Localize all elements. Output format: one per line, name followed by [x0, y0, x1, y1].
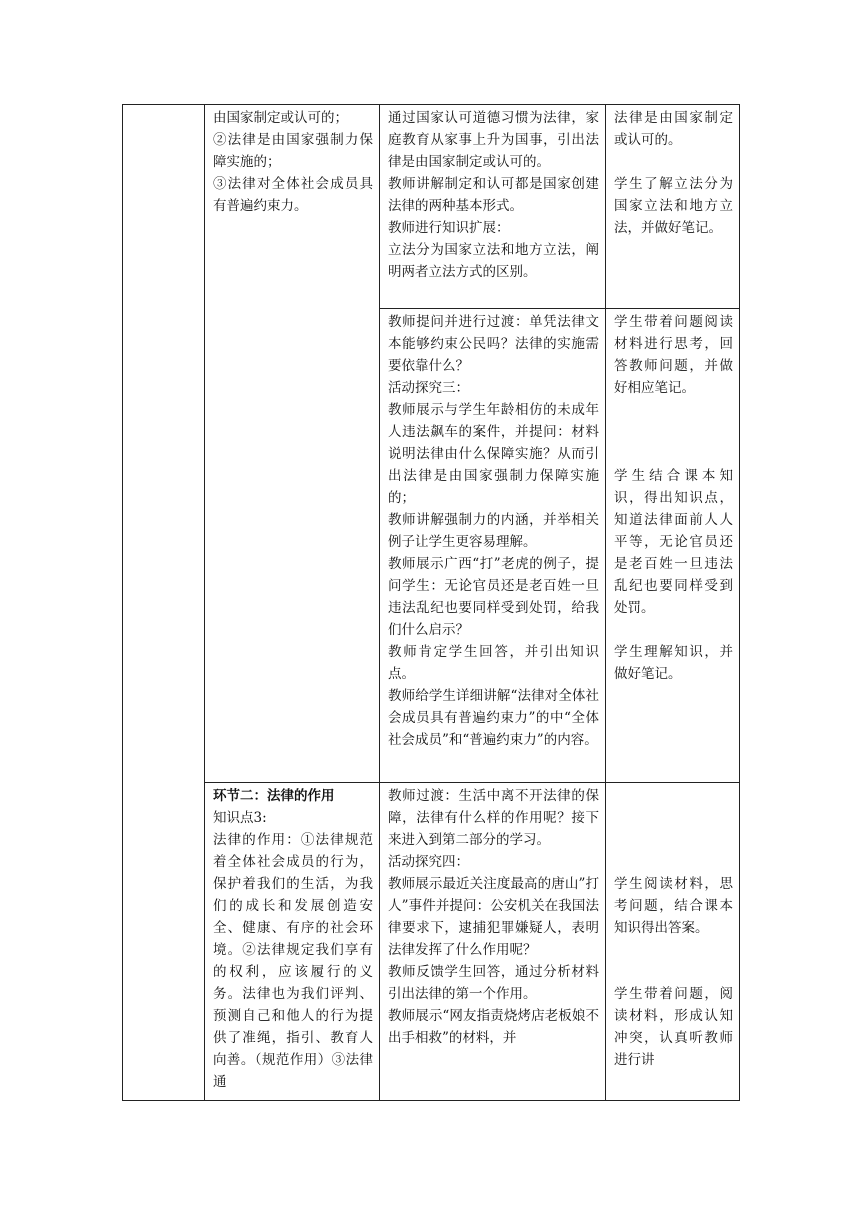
teacher-activity-cell: [380, 105, 606, 309]
teacher-activity-cell: [380, 309, 606, 783]
student-text: 法律是由国家制定或认可的。: [614, 110, 733, 148]
teacher-text: 教师讲解强制力的内涵，并举相关例子让学生更容易理解。: [388, 512, 599, 550]
teacher-text: 活动探究四：: [388, 854, 469, 870]
content-cell: [205, 105, 380, 783]
student-activity-cell: [606, 783, 740, 1101]
content-text: 法律的作用：①法律规范着全体社会成员的行为，保护着我们的生活，为我们的成长和发展创造安全、健康、有序的社会环境。②法律规定我们享有的权利，应该履行的义务。法律也为我们评判、预测自己和他人的行为提供了准绳，指引、教育人向善。（规范作用）③法律通: [213, 832, 373, 1090]
student-text: 学生阅读材料，思考问题，结合课本知识得出答案。: [614, 876, 733, 936]
teacher-text: 教师展示“网友指责烧烤店老板娘不出手相救”的材料，并: [388, 1008, 599, 1046]
stage-column-cell: [123, 105, 205, 1101]
teacher-text: 立法分为国家立法和地方立法，阐明两者立法方式的区别。: [388, 242, 599, 280]
content-text: ③法律对全体社会成员具有普遍约束力。: [213, 176, 373, 214]
student-text: 学生结合课本知识，得出知识点，知道法律面前人人平等，无论官员还是老百姓一旦违法乱纪也要同样受到处罚。: [614, 468, 733, 616]
teacher-text: 教师展示广西“打”老虎的例子，提问学生：无论官员还是老百姓一旦违法乱纪也要同样受到处罚，给我们什么启示？: [388, 556, 599, 638]
student-text: 学生了解立法分为国家立法和地方立法，并做好笔记。: [614, 176, 733, 236]
teacher-text: 教师过渡：生活中离不开法律的保障，法律有什么样的作用呢？接下来进入到第二部分的学习。: [388, 788, 599, 848]
student-activity-cell: [606, 309, 740, 783]
teacher-text: 通过国家认可道德习惯为法律，家庭教育从家事上升为国事，引出法律是由国家制定或认可的。: [388, 110, 599, 170]
teacher-text: 教师反馈学生回答，通过分析材料引出法律的第一个作用。: [388, 964, 599, 1002]
teacher-text: 活动探究三：: [388, 380, 469, 396]
section-heading: 环节二：法律的作用: [213, 788, 335, 804]
student-text: 学生理解知识，并做好笔记。: [614, 644, 733, 682]
student-text: 学生带着问题阅读材料进行思考，回答教师问题，并做好相应笔记。: [614, 314, 733, 396]
student-activity-cell: [606, 105, 740, 309]
lesson-plan-table: [122, 104, 740, 1101]
teacher-text: 教师给学生详细讲解“法律对全体社会成员具有普遍约束力”的中“全体社会成员”和“普遍约束力”的内容。: [388, 688, 599, 748]
content-text: ②法律是由国家强制力保障实施的；: [213, 132, 373, 170]
content-text: 知识点3:: [213, 810, 267, 826]
teacher-text: 教师肯定学生回答，并引出知识点。: [388, 644, 599, 682]
teacher-activity-cell: [380, 783, 606, 1101]
table-row: [123, 783, 740, 1101]
teacher-text: 教师展示最近关注度最高的唐山”打人”事件并提问：公安机关在我国法律要求下，逮捕犯罪嫌疑人，表明法律发挥了什么作用呢？: [388, 876, 599, 958]
teacher-text: 教师展示与学生年龄相仿的未成年人违法飙车的案件，并提问：材料说明法律由什么保障实施？从而引出法律是由国家强制力保障实施的；: [388, 402, 599, 506]
content-text: 由国家制定或认可的；: [213, 110, 348, 126]
content-cell: [205, 783, 380, 1101]
student-text: 学生带着问题，阅读材料，形成认知冲突，认真听教师进行讲: [614, 986, 733, 1068]
table-row: [123, 105, 740, 309]
teacher-text: 教师提问并进行过渡：单凭法律文本能够约束公民吗？法律的实施需要依靠什么？: [388, 314, 599, 374]
teacher-text: 教师讲解制定和认可都是国家创建法律的两种基本形式。: [388, 176, 599, 214]
teacher-text: 教师进行知识扩展：: [388, 220, 510, 236]
